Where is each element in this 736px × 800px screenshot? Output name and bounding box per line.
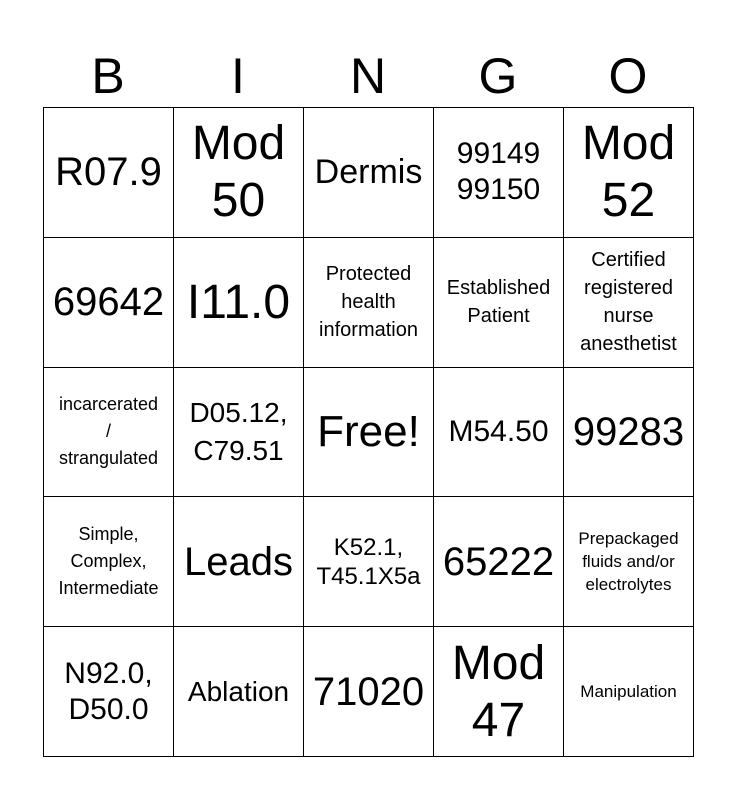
board-row <box>44 497 694 627</box>
header-letter-b: B <box>91 48 125 104</box>
free-space-cell[interactable]: Free! <box>304 367 434 497</box>
board-row <box>44 627 694 757</box>
bingo-cell[interactable]: K52.1, T45.1X5a <box>304 497 434 627</box>
bingo-cell[interactable]: Simple, Complex, Intermediate <box>44 497 174 627</box>
bingo-cell[interactable]: Dermis <box>304 108 434 238</box>
bingo-cell[interactable]: Established Patient <box>434 237 564 367</box>
bingo-cell[interactable]: Certified registered nurse anesthetist <box>564 237 694 367</box>
board-row <box>44 367 694 497</box>
bingo-cell[interactable]: 99149 99150 <box>434 108 564 238</box>
bingo-cell[interactable]: 65222 <box>434 497 564 627</box>
board-row <box>44 108 694 238</box>
header-letter-i: I <box>231 48 245 104</box>
bingo-cell[interactable]: Protected health information <box>304 237 434 367</box>
bingo-cell[interactable]: I11.0 <box>174 237 304 367</box>
header-letter-n: N <box>349 48 387 104</box>
bingo-cell[interactable]: 71020 <box>304 627 434 757</box>
bingo-cell[interactable]: N92.0, D50.0 <box>44 627 174 757</box>
bingo-cell[interactable]: incarcerated / strangulated <box>44 367 174 497</box>
board-row <box>44 237 694 367</box>
bingo-cell[interactable]: Ablation <box>174 627 304 757</box>
header-letter-g: G <box>478 48 518 104</box>
bingo-cell[interactable]: D05.12, C79.51 <box>174 367 304 497</box>
header-letter-o: O <box>608 48 648 104</box>
bingo-cell[interactable]: Mod 52 <box>564 108 694 238</box>
bingo-cell[interactable]: Leads <box>174 497 304 627</box>
bingo-cell[interactable]: Manipulation <box>564 627 694 757</box>
bingo-cell[interactable]: 69642 <box>44 237 174 367</box>
bingo-cell[interactable]: Mod 50 <box>174 108 304 238</box>
bingo-cell[interactable]: 99283 <box>564 367 694 497</box>
bingo-cell[interactable]: M54.50 <box>434 367 564 497</box>
bingo-cell[interactable]: R07.9 <box>44 108 174 238</box>
bingo-cell[interactable]: Prepackaged fluids and/or electrolytes <box>564 497 694 627</box>
bingo-header <box>43 48 693 108</box>
bingo-board <box>43 107 694 757</box>
bingo-cell[interactable]: Mod 47 <box>434 627 564 757</box>
